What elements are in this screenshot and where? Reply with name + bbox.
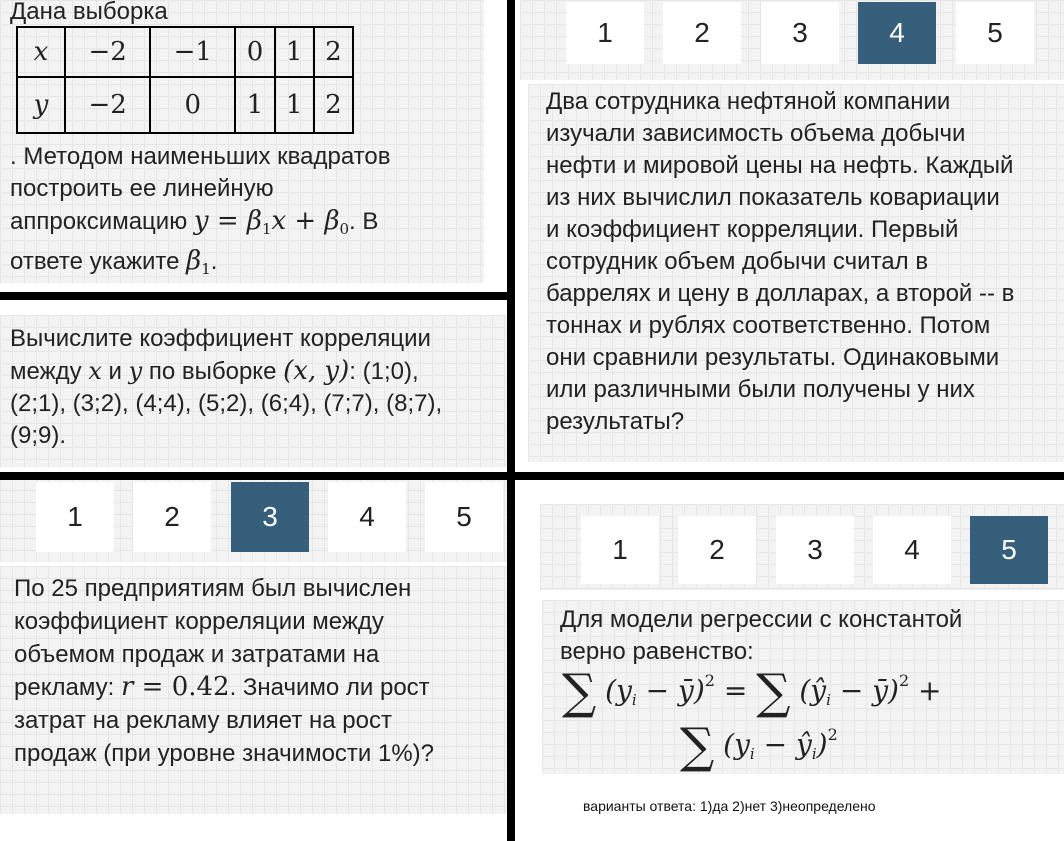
page-button-3[interactable]: 3 [231, 482, 309, 552]
divider-horizontal-main [0, 472, 1064, 480]
question-panel-1 [0, 0, 484, 283]
text-line: сотрудник объем добычи считал в [546, 248, 929, 275]
text-line: Два сотрудника нефтяной компании [546, 88, 951, 115]
question-card [528, 84, 1064, 462]
table-cell: 2 [314, 27, 353, 77]
page-button-4[interactable]: 4 [873, 516, 951, 584]
question-text [546, 86, 1064, 438]
text-line: и коэффициент корреляции. Первый [546, 216, 959, 243]
regression-formula: $y = \beta_1x + \beta_0$ [193, 206, 350, 238]
text-line: (9;9). [10, 422, 67, 449]
text-line: нефти и мировой цены на нефть. Каждый [546, 152, 1014, 179]
text-fragment: . В [349, 208, 379, 235]
table-row-x [17, 27, 353, 77]
text-line: Для модели регрессии с константой [560, 606, 963, 633]
text-line: верно равенство: [560, 638, 754, 665]
text-fragment: и [108, 358, 122, 385]
text-line: . Методом наименьших квадратов [10, 143, 391, 170]
text-fragment: . Значимо ли рост [229, 674, 430, 701]
question-panel-2 [0, 315, 507, 467]
divider-horizontal-left [0, 292, 512, 300]
table-cell: 1 [275, 77, 314, 133]
table-cell: −2 [65, 77, 150, 133]
text-line: тоннах и рублях соответственно. Потом [546, 312, 991, 339]
table-cell: 0 [235, 27, 274, 77]
question-text [10, 141, 480, 285]
text-fragment: рекламу: [14, 674, 115, 701]
answer-options: варианты ответа: 1)да 2)нет 3)неопределено [583, 798, 876, 814]
page-button-1[interactable]: 1 [36, 482, 114, 552]
text-fragment: по выборке [148, 358, 277, 385]
page-button-4[interactable]: 4 [328, 482, 406, 552]
page-button-1[interactable]: 1 [581, 516, 659, 584]
text-line: баррелях и цену в долларах, а второй -- в [546, 280, 1015, 307]
correlation-formula: r = 0.42 [120, 672, 230, 702]
text-line: или различными были получены у них [546, 376, 975, 403]
question-panel-5 [520, 486, 1064, 841]
question-text [14, 572, 508, 770]
question-text [10, 323, 505, 452]
text-line: Вычислите коэффициент корреляции [10, 325, 431, 352]
variance-decomposition-formula-cont: ∑ ($y_i$ − $ŷ_i)^2$ [680, 718, 838, 774]
pair-xy: (x, y) [283, 356, 350, 386]
text-line: продаж (при уровне значимости 1%)? [14, 740, 435, 767]
table-cell: x [17, 27, 65, 77]
text-line [10, 355, 505, 388]
var-x: x [88, 357, 102, 385]
text-line: затрат на рекламу влияет на рост [14, 707, 392, 734]
table-row-y [17, 77, 353, 133]
text-line: (2;1), (3;2), (4;4), (5;2), (6;4), (7;7), (8;7), [10, 390, 443, 417]
beta1-symbol: $\beta_1$ [186, 246, 211, 278]
page-button-1[interactable]: 1 [566, 2, 644, 64]
text-fragment: : (1;0), [349, 358, 419, 385]
text-line: коэффициент корреляции между [14, 608, 384, 635]
var-y: y [128, 357, 143, 385]
table-cell: 2 [314, 77, 353, 133]
variance-decomposition-formula: ∑ ($y_i$ − ȳ)$^2$ = ∑ ($ŷ_i$ − ȳ)$^2$ + [562, 664, 942, 720]
table-cell: 1 [235, 77, 274, 133]
question-card [0, 566, 508, 814]
table-cell: y [17, 77, 65, 133]
text-fragment: аппроксимацию [10, 208, 188, 235]
text-line: они сравнили результаты. Одинаковыми [546, 344, 1000, 371]
table-cell: −2 [65, 27, 150, 77]
text-fragment: ответе укажите [10, 248, 180, 275]
sample-table [16, 26, 354, 134]
page-button-5[interactable]: 5 [970, 516, 1048, 584]
question-panel-3 [0, 478, 508, 841]
page-button-2[interactable]: 2 [133, 482, 211, 552]
page-button-5[interactable]: 5 [425, 482, 503, 552]
page-button-2[interactable]: 2 [678, 516, 756, 584]
divider-vertical [507, 0, 515, 841]
table-cell: −1 [150, 27, 235, 77]
text-line: объемом продаж и затратами на [14, 641, 380, 668]
question-panel-4 [520, 0, 1064, 470]
question-card [542, 600, 1064, 774]
text-line: результаты? [546, 408, 685, 435]
text-line: изучали зависимость объема добычи [546, 120, 966, 147]
text-line: По 25 предприятиям был вычислен [14, 575, 412, 602]
table-cell: 0 [150, 77, 235, 133]
text-line: ответе укажите $\beta_1$. [10, 246, 218, 278]
text-line: построить ее линейную [10, 175, 274, 202]
sample-title: Дана выборка [10, 0, 168, 25]
page-button-3[interactable]: 3 [761, 2, 839, 64]
text-line [10, 205, 480, 245]
table-cell: 1 [275, 27, 314, 77]
text-line [14, 671, 508, 704]
text-line: из них вычислил показатель ковариации [546, 184, 1000, 211]
page-button-5[interactable]: 5 [956, 2, 1034, 64]
page-button-2[interactable]: 2 [663, 2, 741, 64]
page-button-3[interactable]: 3 [776, 516, 854, 584]
page-button-4[interactable]: 4 [858, 2, 936, 64]
text-fragment: между [10, 358, 82, 385]
